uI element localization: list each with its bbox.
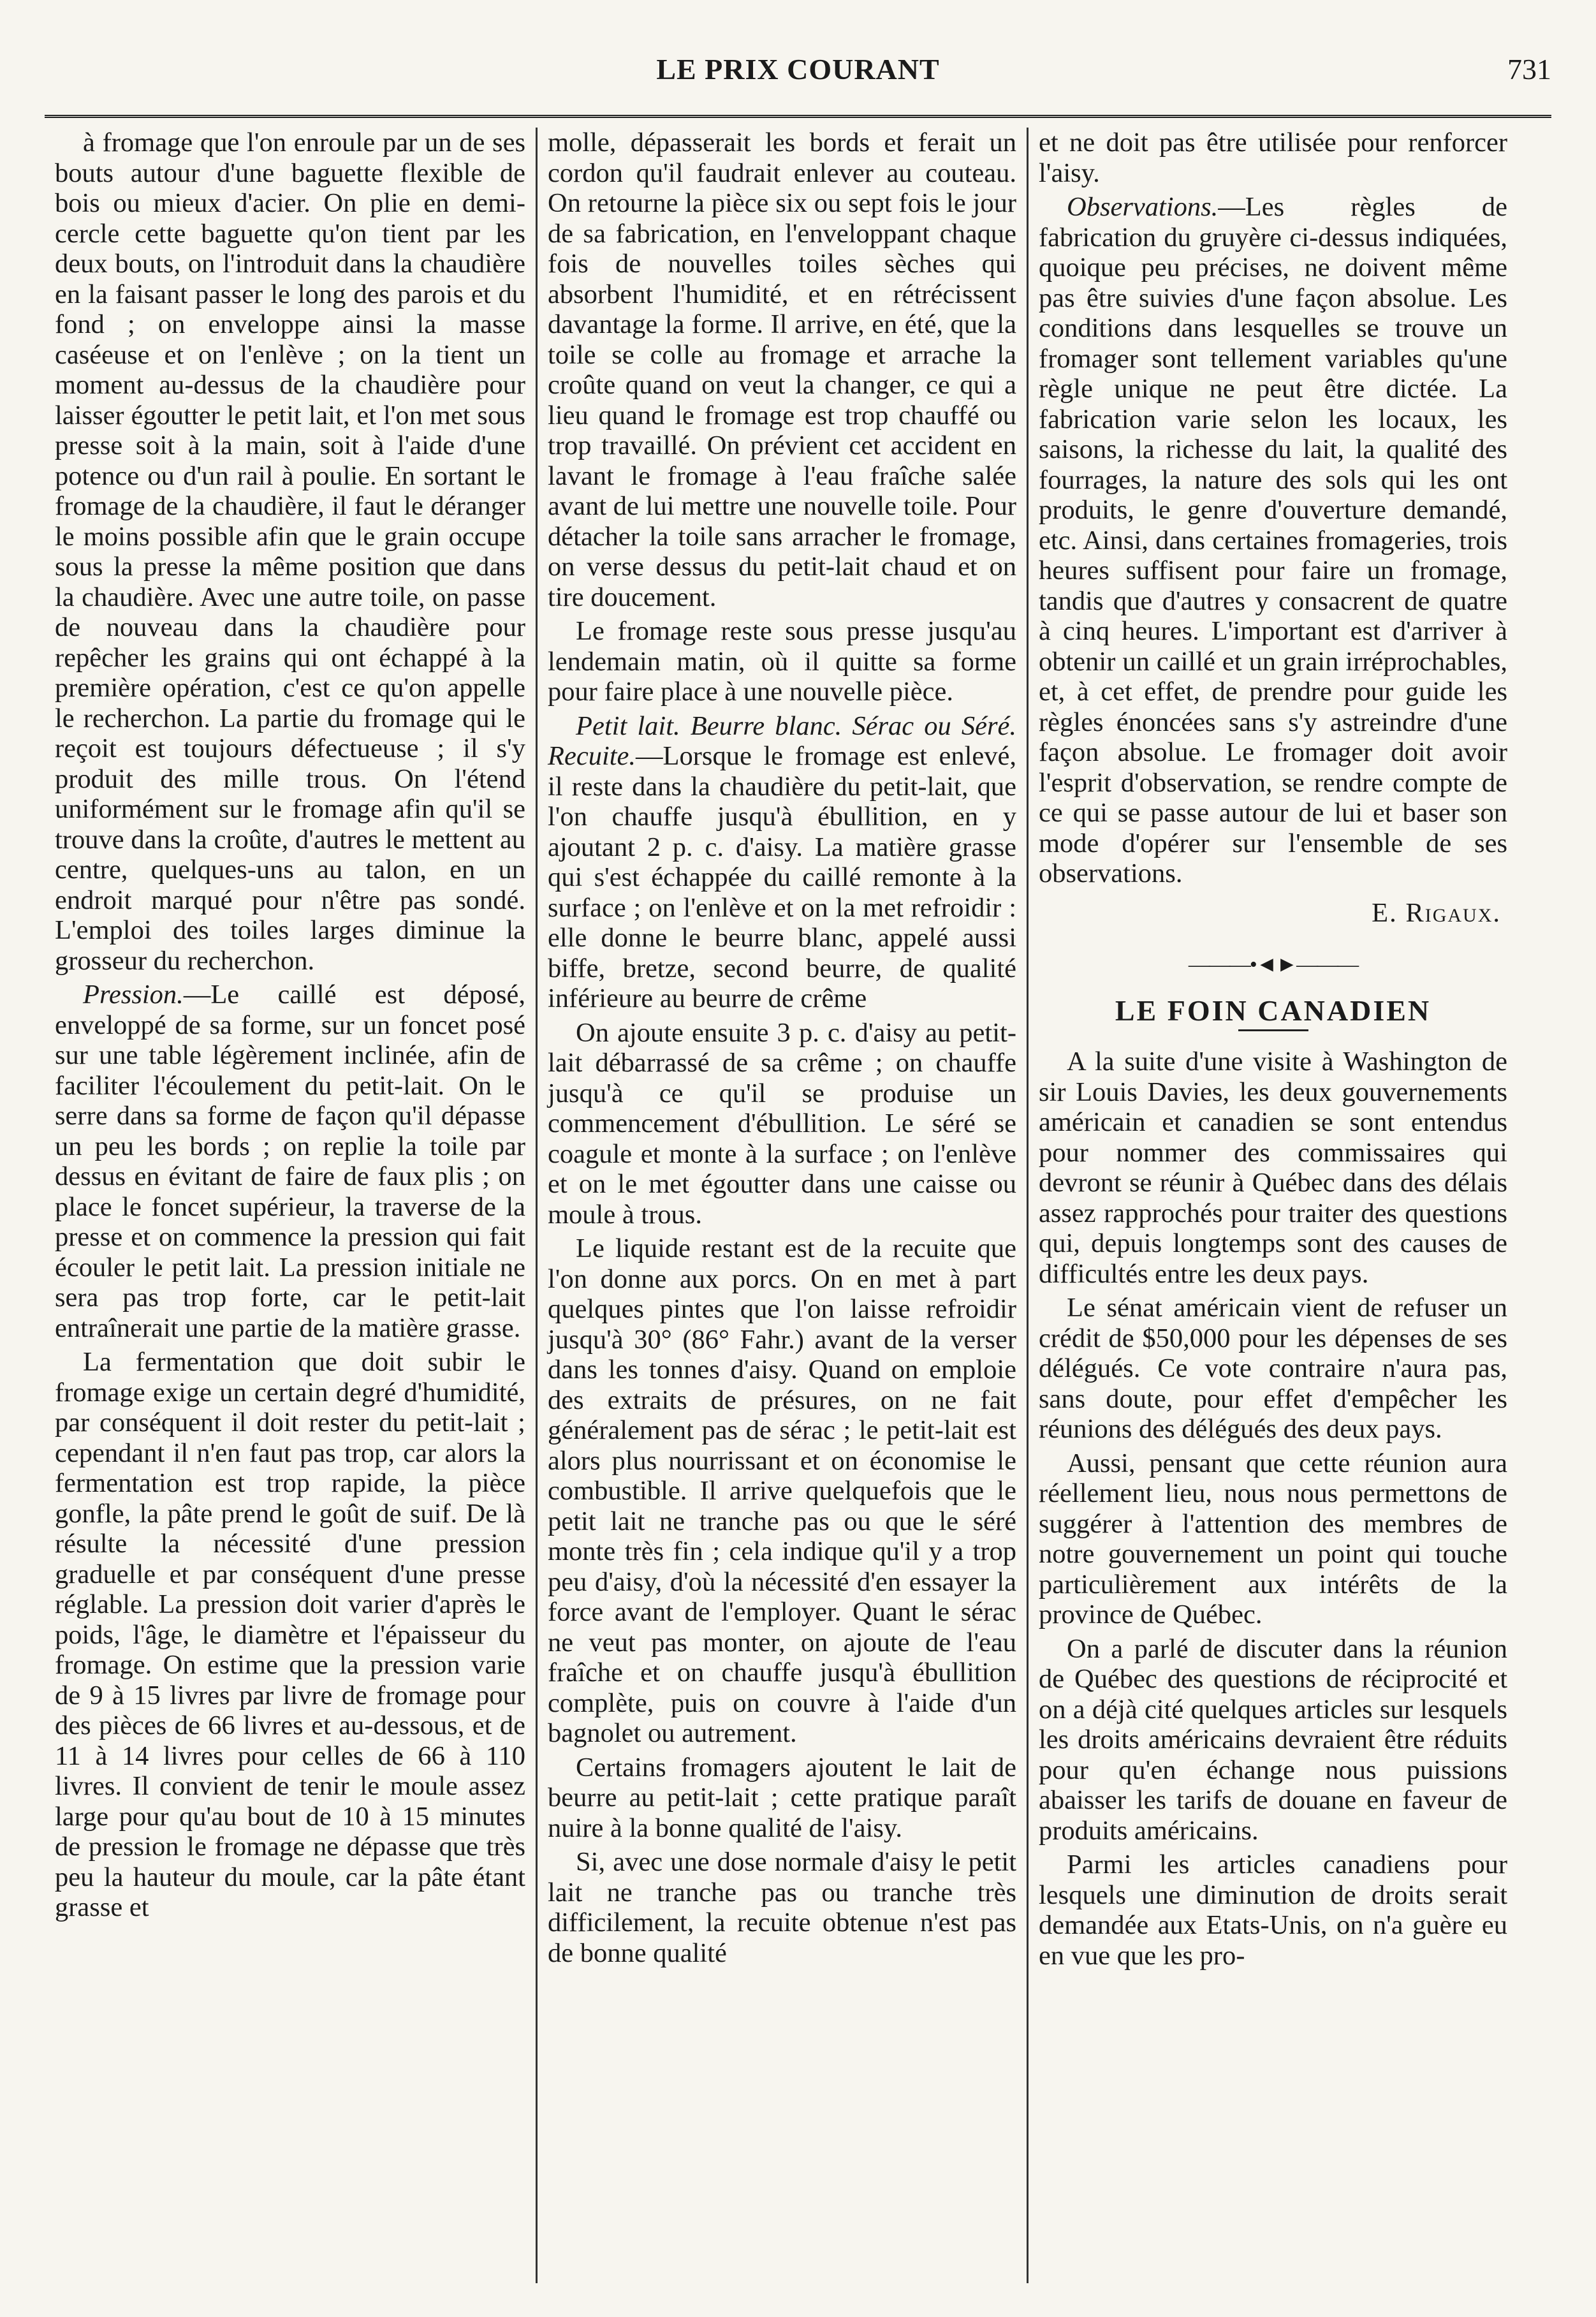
- paragraph: Si, avec une dose normale d'aisy le petit lait ne tranche pas ou tranche très difficilement, la recuite obtenue n'est pas de bonne qualité: [548, 1847, 1016, 1968]
- paragraph: Certains fromagers ajoutent le lait de beurre au petit-lait ; cette pratique paraît nuire à la bonne qualité de l'aisy.: [548, 1752, 1016, 1843]
- paragraph: A la suite d'une visite à Washington de sir Louis Davies, les deux gouvernements américain et canadien se sont entendus pour nommer des commissaires qui devront se réunir à Québec dans des délais assez rapprochés pour traiter des questions qui, depuis longtemps sont des causes de difficultés entre les deux pays.: [1039, 1047, 1507, 1289]
- paragraph: Le liquide restant est de la recuite que l'on donne aux porcs. On en met à part quelques pintes que l'on laisse refroidir jusqu'à 30° (86° Fahr.) avant de la verser dans les tonnes d'aisy. Quand on emploie des extraits de présures, on ne fait généralement pas de sérac ; le petit-lait est alors plus nourrissant et on économise le combustible. Il arrive quelquefois que le petit lait ne tranche pas ou que le séré monte très fin ; cela indique qu'il y a trop peu d'aisy, d'où la nécessité d'en essayer la force avant de l'employer. Quant le sérac ne veut pas monter, on ajoute de l'eau fraîche et on chauffe jusqu'à ébullition complète, puis on couvre à l'aide d'un bagnolet ou autrement.: [548, 1233, 1016, 1748]
- paragraph: molle, dépasserait les bords et ferait un cordon qu'il faudrait enlever au couteau. On retourne la pièce six ou sept fois le jour de sa fabrication, en l'enveloppant chaque fois de nouvelles toiles sèches qui absorbent l'humidité, et en rétrécissent davantage la forme. Il arrive, en été, que la toile se colle au fromage et arrache la croûte quand on veut la changer, ce qui a lieu quand le fromage est trop chauffé ou trop travaillé. On prévient cet accident en lavant le fromage à l'eau fraîche salée avant de lui mettre une nouvelle toile. Pour détacher la toile sans arracher le fromage, on verse dessus du petit-lait chaud et on tire doucement.: [548, 128, 1016, 612]
- paragraph: On a parlé de discuter dans la réunion de Québec des questions de réciprocité et on a déjà cité quelques articles sur lesquels les droits américains devraient être réduits pour qu'en échange nous puissions abaisser les tarifs de douane en faveur de produits américains.: [1039, 1633, 1507, 1846]
- paragraph: La fermentation que doit subir le fromage exige un certain degré d'humidité, par conséquent il doit rester du petit-lait ; cependant il n'en faut pas trop, car alors la fermentation est trop rapide, la pièce gonfle, la pâte prend le goût de suif. De là résulte la nécessité d'une pression graduelle et par conséquent d'une presse réglable. La pression doit varier d'après le poids, l'âge, le diamètre et l'épaisseur du fromage. On estime que la pression varie de 9 à 15 livres par livre de fromage pour des pièces de 66 livres et au-dessous, et de 11 à 14 livres pour celles de 66 à 110 livres. Il convient de tenir le moule assez large pour qu'au bout de 10 à 15 minutes de pression le fromage ne dépasse que très peu la hauteur du moule, car la pâte étant grasse et: [55, 1347, 525, 1922]
- paragraph: et ne doit pas être utilisée pour renforcer l'aisy.: [1039, 128, 1507, 188]
- column-1: [45, 128, 536, 2283]
- section-title: LE FOIN CANADIEN: [1115, 994, 1431, 1027]
- paragraph: Observations.—Les règles de fabrication du gruyère ci-dessus indiquées, quoique peu précises, ne doivent même pas être suivies d'une façon absolue. Les conditions dans lesquelles se trouve un fromager sont tellement variables qu'une règle unique ne peut être dictée. La fabrication varie selon les locaux, les saisons, la richesse du lait, la qualité des fourrages, la nature des sols qui les ont produits, le genre d'ouverture demandé, etc. Ainsi, dans certaines fromageries, trois heures suffisent pour faire un fromage, tandis que d'autres y consacrent de quatre à cinq heures. L'important est d'arriver à obtenir un caillé et un grain irréprochables, et, à cet effet, de prendre pour guide les règles énoncées sans s'y astreindre d'une façon absolue. Le fromager doit avoir l'esprit d'observation, se rendre compte de ce qui se passe autour de lui et baser son mode d'opérer sur l'ensemble de ses observations.: [1039, 192, 1507, 888]
- column-3: [1027, 128, 1518, 2283]
- paragraph-lead: Observations.: [1067, 192, 1219, 222]
- paragraph: Pression.—Le caillé est déposé, enveloppé de sa forme, sur un foncet posé sur une table légèrement inclinée, afin de faciliter l'écoulement du petit-lait. On le serre dans sa forme de façon qu'il dépasse un peu les bords ; on replie la toile par dessus en évitant de faire de faux plis ; on place le foncet supérieur, la traverse de la presse et on commence la pression qui fait écouler le petit lait. La pression initiale ne sera pas trop forte, car le petit-lait entraînerait une partie de la matière grasse.: [55, 980, 525, 1343]
- paragraph: Le fromage reste sous presse jusqu'au lendemain matin, où il quitte sa forme pour faire place à une nouvelle pièce.: [548, 616, 1016, 707]
- paragraph-lead: Petit lait. Beurre blanc. Sérac ou Séré. Recuite.: [548, 710, 1016, 771]
- paragraph-lead: Pression.: [83, 980, 184, 1010]
- paragraph: Le sénat américain vient de refuser un crédit de $50,000 pour les dépenses de ses délégués. Ce vote contraire n'aura pas, sans doute, pour effet d'empêcher les réunions des délégués des deux pays.: [1039, 1293, 1507, 1444]
- author-signature: E. Rigaux.: [1372, 897, 1501, 928]
- running-title: LE PRIX COURANT: [656, 53, 940, 85]
- page-header: [45, 45, 1551, 118]
- paragraph: On ajoute ensuite 3 p. c. d'aisy au petit-lait débarrassé de sa crême ; on chauffe jusqu'à ce qu'il se produise un commencement d'ébullition. Le séré se coagule et monte à la surface ; on l'enlève et on le met égoutter dans une caisse ou moule à trous.: [548, 1017, 1016, 1230]
- page-number: 731: [1507, 53, 1551, 85]
- paragraph: Parmi les articles canadiens pour lesquels une diminution de droits serait demandée aux Etats-Unis, on n'a guère eu en vue que les pro-: [1039, 1850, 1507, 1971]
- paragraph: Aussi, pensant que cette réunion aura réellement lieu, nous nous permettons de suggérer à l'attention des membres de notre gouvernement un point qui touche particulièrement aux intérêts de la province de Québec.: [1039, 1448, 1507, 1629]
- article-columns: [45, 128, 1551, 2283]
- column-2: [536, 128, 1027, 2283]
- section-divider-ornament: ———•◄►———: [1188, 953, 1358, 976]
- title-rule: [1238, 1029, 1308, 1031]
- paragraph: Petit lait. Beurre blanc. Sérac ou Séré. Recuite.—Lorsque le fromage est enlevé, il reste dans la chaudière du petit-lait, que l'on chauffe jusqu'à ébullition, en y ajoutant 2 p. c. d'aisy. La matière grasse qui s'est échappée du caillé remonte à la surface ; on l'enlève et on la met refroidir : elle donne le beurre blanc, appelé aussi biffe, bretze, second beurre, de qualité inférieure au beurre de crême: [548, 710, 1016, 1013]
- paragraph: à fromage que l'on enroule par un de ses bouts autour d'une baguette flexible de bois ou mieux d'acier. On plie en demi-cercle cette baguette qu'on tient par les deux bouts, on l'introduit dans la chaudière en la faisant passer le long des parois et du fond ; on enveloppe ainsi la masse caséeuse et on l'enlève ; on la tient un moment au-dessus de la chaudière pour laisser égoutter le petit lait, et l'on met sous presse soit à la main, soit à l'aide d'une potence ou d'un rail à poulie. En sortant le fromage de la chaudière, il faut le déranger le moins possible afin que le grain occupe sous la presse la même position que dans la chaudière. Avec une autre toile, on passe de nouveau dans la chaudière pour repêcher les grains qui ont échappé à la première opération, c'est ce qu'on appelle le recherchon. La partie du fromage qui le reçoit est toujours défectueuse ; il s'y produit des mille trous. On l'étend uniformément sur le fromage afin qu'il se trouve dans la croûte, d'autres le mettent au centre, quelques-uns au talon, en un endroit marqué pour n'être pas sondé. L'emploi des toiles larges diminue la grosseur du recherchon.: [55, 128, 525, 976]
